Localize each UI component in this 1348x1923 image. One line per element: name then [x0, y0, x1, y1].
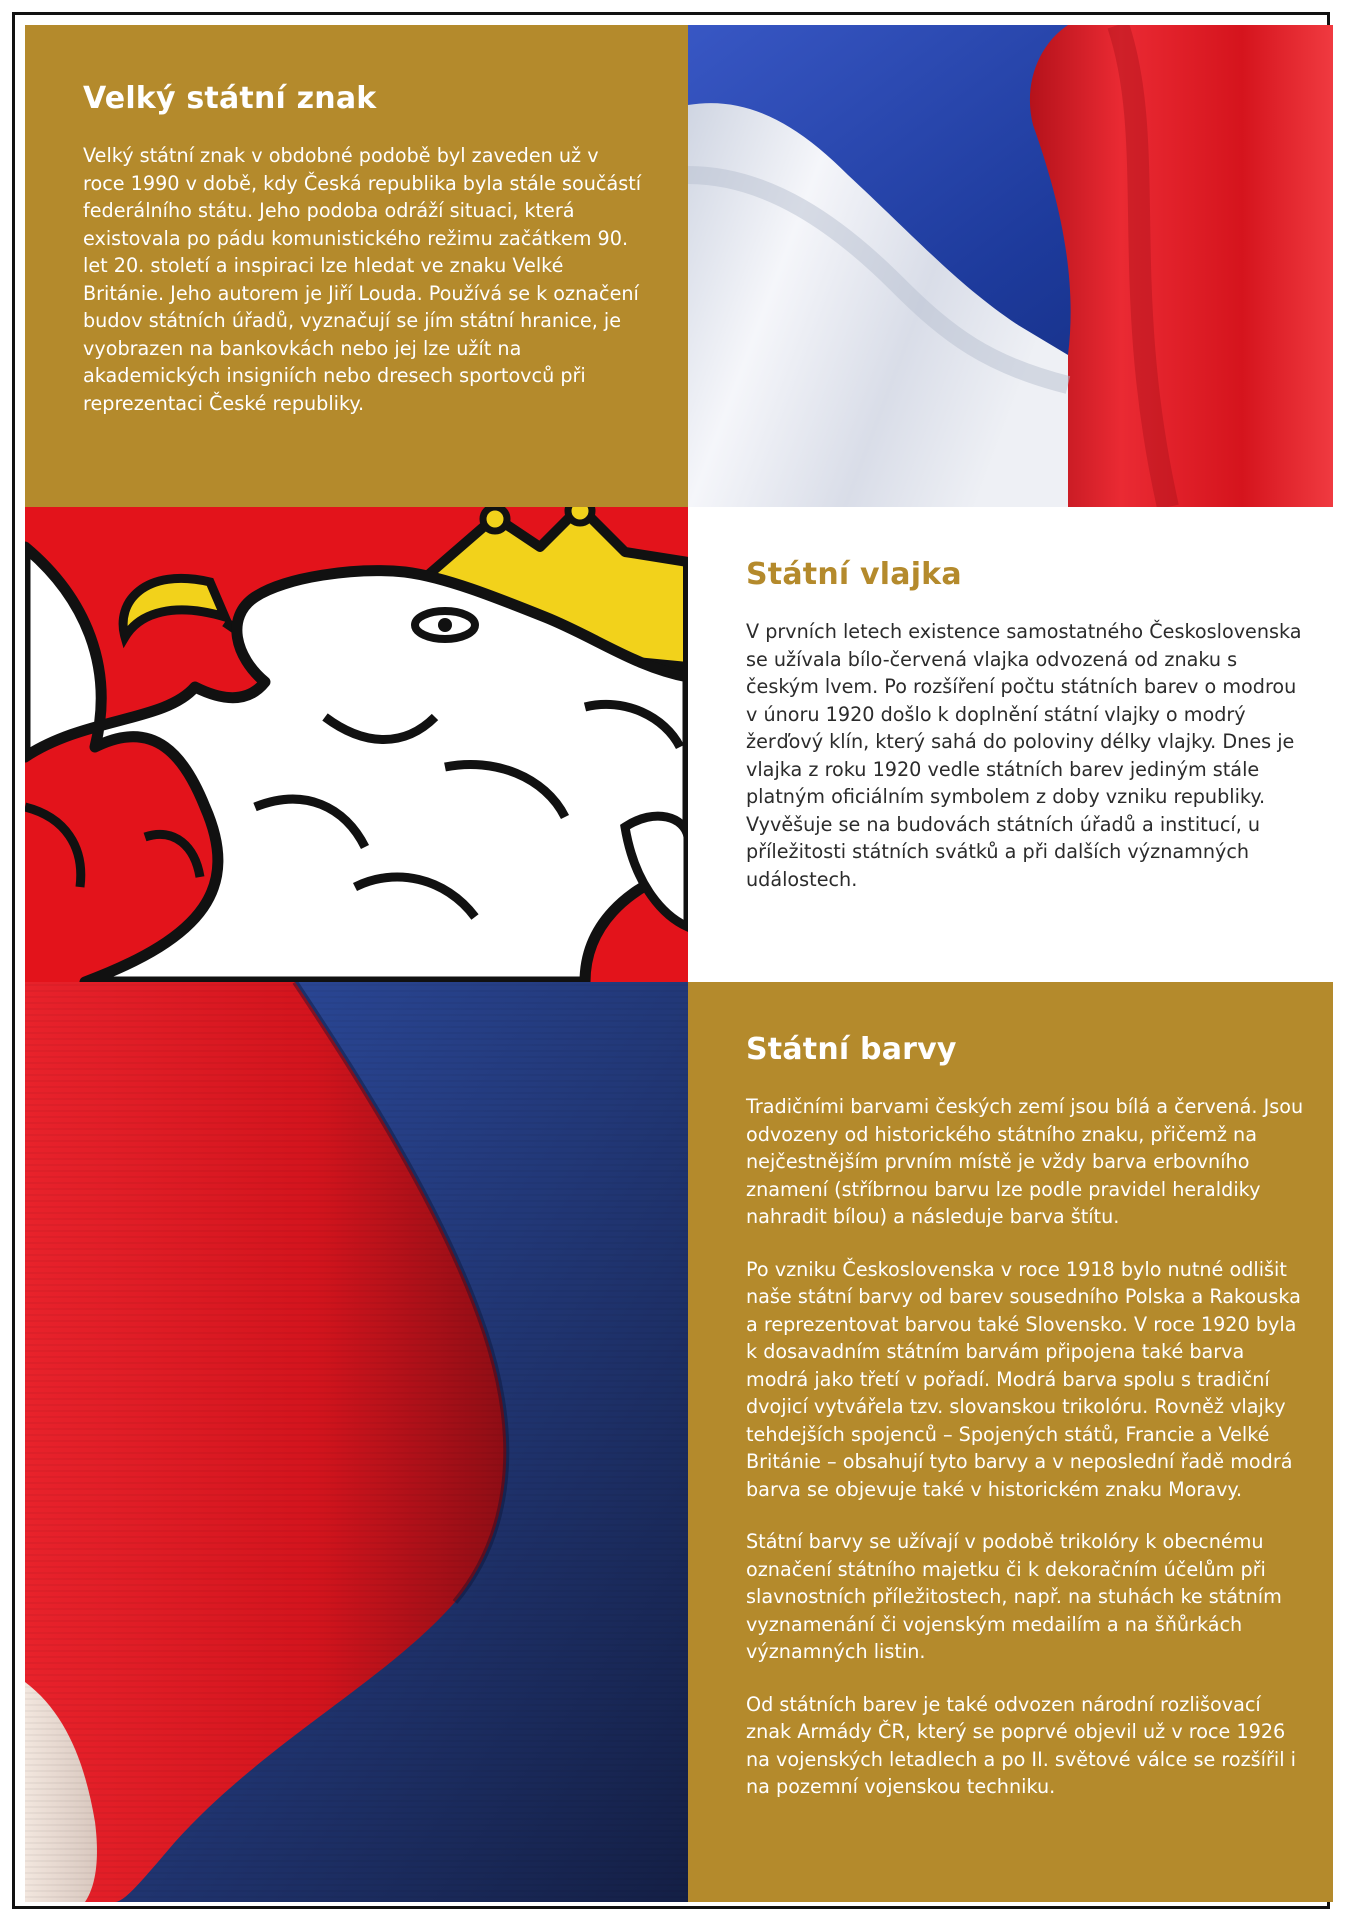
flag-text: V prvních letech existence samostatného Československa se užívala bílo-červená vlajka odvozená od znaku s českým lvem. Po rozšíření počtu státních barev o modrou v únoru 1920 došlo k doplnění státní vlajky o modrý žerďový klín, který sahá do poloviny délky vlajky. Dnes je vlajka z roku 1920 vedle státních barev jediným stále platným oficiálním symbolem z doby vzniku republiky. Vyvěšuje se na budovách státních úřadů a institucí, u příležitosti státních svátků a při dalších významných událostech.	[746, 620, 1302, 891]
page-frame	[12, 12, 1330, 1909]
flag-red-area	[1030, 25, 1333, 507]
flag-photo	[688, 25, 1333, 507]
colors-paragraph-4: Od státních barev je také odvozen národní rozlišovací znak Armády ČR, který se poprvé objevil už v roce 1926 na vojenských letadlech a po II. světové válce se rozšířil i na pozemní vojenskou techniku.	[746, 1692, 1296, 1798]
flag-photo-graphic	[688, 25, 1333, 507]
colors-paragraph-2: Po vzniku Československa v roce 1918 bylo nutné odlišit naše státní barvy od barev sousedního Polska a Rakouska a reprezentovat barvou také Slovensko. V roce 1920 byla k dosavadním státním barvám připojena také barva modrá jako třetí v pořadí. Modrá barva spolu s tradiční dvojicí vytvářela tzv. slovanskou trikolóru. Rovněž vlajky tehdejších spojenců – Spojených států, Francie a Velké Británie – obsahují tyto barvy a v neposlední řadě modrá barva se objevuje také v historickém znaku Moravy.	[746, 1257, 1301, 1501]
ribbon-photo	[25, 982, 688, 1902]
coat-of-arms-text: Velký státní znak v obdobné podobě byl zaveden už v roce 1990 v době, kdy Česká republika byla stále součástí federálního státu. Jeho podoba odráží situaci, která existovala po pádu komunistického režimu začátkem 90. let 20. století a inspiraci lze hledat ve znaku Velké Británie. Jeho autorem je Jiří Louda. Používá se k označení budov státních úřadů, vyznačují se jím státní hranice, je vyobrazen na bankovkách nebo jej lze užít na akademických insigniích nebo dresech sportovců při reprezentaci České republiky.	[83, 144, 642, 415]
flag-section	[688, 507, 1333, 982]
section-title-coat-of-arms: Velký státní znak	[83, 81, 377, 116]
lion-detail-image	[25, 507, 688, 982]
coat-of-arms-section	[25, 25, 688, 507]
lion-graphic	[25, 507, 688, 982]
section-title-flag: Státní vlajka	[746, 557, 962, 592]
colors-paragraph-3: Státní barvy se užívají v podobě trikolóry k obecnému označení státního majetku či k dekoračním účelům při slavnostních příležitostech, např. na stuhách ke státním vyznamenání či vojenským medailím a na šňůrkách významných listin.	[746, 1530, 1282, 1663]
colors-section	[688, 982, 1333, 1902]
section-title-colors: Státní barvy	[746, 1032, 957, 1067]
ribbon-graphic	[25, 982, 688, 1902]
colors-paragraph-1: Tradičními barvami českých zemí jsou bílá a červená. Jsou odvozeny od historického státního znaku, přičemž na nejčestnějším prvním místě je vždy barva erbovního znamení (stříbrnou barvu lze podle pravidel heraldiky nahradit bílou) a následuje barva štítu.	[746, 1095, 1304, 1228]
